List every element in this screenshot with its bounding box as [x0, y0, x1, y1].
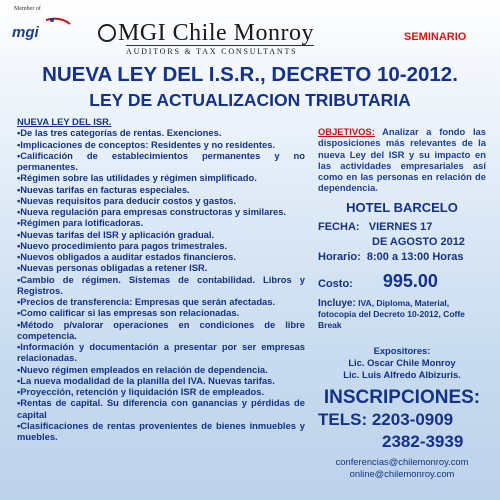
includes [318, 298, 486, 331]
phone-1: 2203-0909 [371, 409, 454, 429]
member-of-label: Member of [14, 6, 41, 12]
main-title: NUEVA LEY DEL I.S.R., DECRETO 10-2012. [42, 63, 458, 86]
list-item: •Proyección, retención y liquidación ISR de empleados. [17, 386, 265, 397]
list-item: •Precios de transferencia: Empresas que serán afectadas. [17, 296, 276, 307]
schedule-label: Horario: [318, 250, 361, 263]
list-item: •Cambio de régimen. Sistemas de contabilidad. Libros y Registros. [17, 273, 305, 296]
objectives-text: Analizar a fondo las disposiciones más relevantes de la nueva Ley del ISR y su impacto en las actividades empresariales así como en las personas en relación de dependencia. [318, 126, 486, 194]
cost-row [318, 271, 486, 292]
includes-label: Incluye: [318, 297, 356, 309]
includes-text: IVA, Diploma, Material, fotocopia del Decreto 10-2012, Coffe Break [318, 297, 465, 330]
email-2[interactable]: online@chilemonroy.com [349, 467, 455, 479]
phone-label: TELS: [318, 409, 368, 429]
date-row-2 [372, 236, 486, 248]
objectives [318, 126, 486, 194]
schedule-row [318, 251, 486, 263]
speaker-2: Lic. Luis Alfredo Albizuris. [343, 368, 461, 380]
speakers [318, 345, 486, 381]
list-item: •Régimen para lotificadoras. [17, 217, 144, 229]
list-item: •Nuevo procedimiento para pagos trimestrales. [17, 239, 228, 251]
firm-logo [98, 20, 314, 56]
list-item: •De las tres categorías de rentas. Exenciones. [17, 127, 222, 139]
email-1[interactable]: conferencias@chilemonroy.com [335, 455, 469, 467]
venue: HOTEL BARCELO [346, 199, 458, 215]
list-item: •Nuevo régimen empleados en relación de dependencia. [17, 363, 268, 375]
mgi-logo-text: mgi [12, 24, 39, 41]
speakers-label: Expositores: [373, 344, 431, 356]
mgi-logo [12, 14, 72, 48]
list-item: •Como calificar si las empresas son relacionadas. [17, 307, 240, 319]
list-item: •Nuevas personas obligadas a retener ISR. [17, 262, 208, 274]
speaker-1: Lic. Oscar Chile Monroy [348, 356, 456, 368]
seminario-label: SEMINARIO [404, 31, 467, 43]
firm-subtitle: AUDITORS & TAX CONSULTANTS [126, 45, 314, 56]
list-item: •Rentas de capital. Su diferencia con ganancias y pérdidas de capital [17, 397, 305, 420]
cost-label: Costo: [318, 277, 353, 290]
sub-title: LEY DE ACTUALIZACION TRIBUTARIA [89, 90, 411, 110]
firm-name: MGI Chile Monroy [118, 20, 314, 46]
list-item: •Régimen sobre las utilidades y régimen simplificado. [17, 172, 257, 184]
list-item: •Implicaciones de conceptos: Residentes y no residentes. [17, 138, 276, 150]
list-item: •Clasificaciones de rentas provenientes de bienes inmuebles y muebles. [17, 419, 305, 442]
list-item: •Información y documentación a presentar por ser empresas relacionadas. [17, 341, 305, 364]
list-item: •Método p/valorar operaciones en condiciones de libre competencia. [17, 318, 305, 341]
phone-row [318, 410, 486, 430]
topics-list [17, 116, 305, 442]
emails [318, 456, 486, 480]
list-item: •La nueva modalidad de la planilla del IVA. Nuevas tarifas. [17, 374, 275, 386]
phone-2: 2382-3939 [382, 431, 464, 451]
date-value: VIERNES 17 [368, 220, 433, 233]
topics-heading: NUEVA LEY DEL ISR. [17, 116, 112, 127]
list-item: •Nueva regulación para empresas constructoras y similares. [17, 206, 287, 217]
list-item: •Calificación de establecimientos permanentes y no permanentes. [17, 149, 305, 172]
list-item: •Nuevas tarifas del ISR y aplicación gradual. [17, 228, 215, 240]
event-details [318, 126, 486, 480]
cost-value: 995.00 [382, 270, 438, 291]
firm-name-wrap [98, 20, 314, 47]
header [0, 0, 500, 62]
date-value-2: DE AGOSTO 2012 [372, 235, 465, 248]
firm-emblem-icon [98, 24, 116, 42]
date-label: FECHA: [318, 220, 360, 233]
list-item: •Nuevas requisitos para deducir costos y gastos. [17, 194, 236, 206]
date-row [318, 221, 486, 233]
schedule-value: 8:00 a 13:00 Horas [366, 250, 464, 263]
list-item: •Nuevos obligados a auditar estados financieros. [17, 251, 236, 262]
list-item: •Nuevas tarifas en facturas especiales. [17, 183, 190, 195]
registration-heading: INSCRIPCIONES: [323, 386, 481, 408]
objectives-label: OBJETIVOS: [318, 126, 375, 137]
